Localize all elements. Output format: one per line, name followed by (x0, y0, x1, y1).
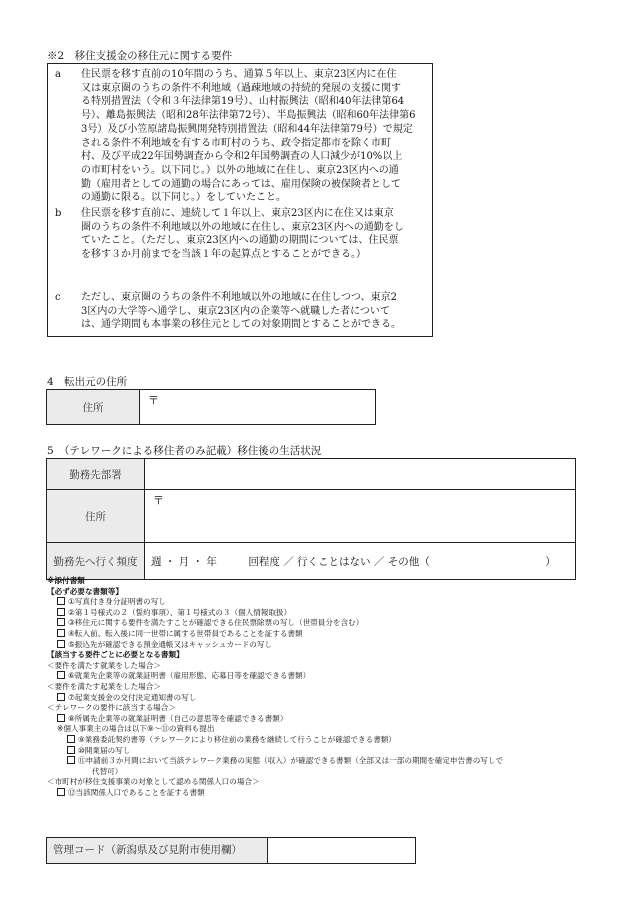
requirement-mark: b (55, 208, 62, 219)
attachment-text: ※個人事業主の場合は以下⑨～⑪の資料も提出 (57, 724, 215, 734)
attachments-title: ※添付書類 (47, 576, 85, 585)
attachment-heading (47, 682, 503, 693)
attachment-text: ＜要件を満たす就業をした場合＞ (47, 660, 161, 670)
requirement-line: 3号）及び小笠原諸島振興開発特別措置法（昭和44年法律第79号）で規定 (81, 123, 413, 135)
checkbox-icon[interactable] (67, 756, 75, 764)
attachment-text: 【該当する要件ごとに必要となる書類】 (47, 650, 184, 660)
requirement-line: は、通学期間も本事業の移住元としての対象期間とすることができる。 (81, 319, 401, 331)
employer-label: 勤務先部署 (47, 459, 145, 490)
attachment-heading (47, 724, 503, 735)
attachment-heading (47, 767, 503, 778)
attachment-heading (47, 587, 503, 598)
postal-mark: 〒 (153, 494, 164, 507)
requirement-line: ただし、東京圏のうちの条件不利地域以外の地域に在住しつつ、東京2 (81, 292, 397, 303)
checkbox-icon[interactable] (57, 597, 65, 605)
checkbox-icon[interactable] (57, 693, 65, 701)
requirement-text (81, 68, 437, 205)
management-code-box (46, 837, 416, 864)
requirement-line: 又は東京圏のうちの条件不利地域（過疎地域の持続的発展の支援に関す (81, 82, 401, 94)
checkbox-icon[interactable] (57, 671, 65, 679)
employer-field[interactable] (145, 459, 576, 490)
requirement-line: る特別措置法（令和３年法律第19号）、山村振興法（昭和40年法律第64 (81, 96, 405, 108)
attachment-text: ①写真付き身分証明書の写し (68, 597, 166, 607)
checkbox-icon[interactable] (67, 735, 75, 743)
attachment-text: ⑦起業支援金の交付決定通知書の写し (68, 692, 197, 702)
attachment-item (47, 597, 503, 608)
attachment-item (47, 788, 503, 799)
attachment-heading (47, 703, 503, 714)
requirement-mark: c (55, 292, 61, 303)
frequency-label: 勤務先へ行く頻度 (47, 543, 145, 580)
requirement-line: される条件不利地域を有する市町村のうち、政令指定都市を除く市町 (81, 137, 391, 149)
requirement-line: 村、及び平成22年国勢調査から令和2年国勢調査の人口減少が10%以上 (81, 151, 403, 163)
requirement-line: ていたこと。（ただし、東京23区内への通勤の期間については、住民票 (81, 235, 399, 247)
requirements-title: ※2 移住支援金の移住元に関する要件 (47, 50, 233, 62)
checkbox-icon[interactable] (57, 608, 65, 616)
frequency-field[interactable]: 週 ・ 月 ・ 年 回程度 ／ 行くことはない ／ その他（ ） (145, 543, 576, 580)
requirement-mark: a (55, 69, 61, 80)
checkbox-icon[interactable] (57, 629, 65, 637)
checkbox-icon[interactable] (57, 640, 65, 648)
attachment-text: ⑪申請前３か月間において当該テレワーク業務の実態（収入）が確認できる書類（全部又は一部の期間を確定申告書の写しで (78, 756, 504, 766)
attachment-text: 代替可） (92, 766, 123, 776)
origin-address-table (46, 389, 376, 425)
attachment-text: ⑨業務委託契約書等（テレワークにより移住前の業務を継続して行うことが確認できる書類） (78, 734, 396, 744)
attachment-item (47, 756, 503, 767)
checkbox-icon[interactable] (57, 788, 65, 796)
attachment-heading (47, 777, 503, 788)
requirement-line: の市町村をいう。以下同じ。）以外の地域に在住し、東京23区内への通 (81, 164, 399, 176)
attachment-text: ＜要件を満たす起業をした場合＞ (47, 681, 161, 691)
attachment-item (47, 608, 503, 619)
management-code-label: 管理コード（新潟県及び見附市使用欄） (47, 838, 268, 863)
attachment-text: ⑩開業届の写し (78, 745, 131, 755)
requirement-line: 住民票を移す直前の10年間のうち、通算５年以上、東京23区内に在住 (81, 69, 397, 80)
attachment-item (47, 693, 503, 704)
attachment-text: ⑧所属先企業等の就業証明書（自己の意思等を確認できる書類） (68, 713, 288, 723)
requirement-line: 勤（雇用者としての通勤の場合にあっては、雇用保険の被保険者として (81, 178, 401, 190)
management-code-field[interactable] (268, 838, 415, 863)
living-status-table (46, 458, 576, 580)
attachment-text: ③移住元に関する要件を満たすことが確認できる住民票除票の写し（世帯員分を含む） (68, 618, 364, 628)
attachment-heading (47, 661, 503, 672)
requirement-text (81, 291, 437, 332)
attachment-item (47, 735, 503, 746)
address-label: 住所 (47, 390, 140, 425)
requirement-text (81, 207, 437, 262)
attachment-text: ④転入前、転入後に同一世帯に属する世帯員であることを証する書類 (68, 628, 303, 638)
attachment-text: ②第１号様式の２（誓約事項）、第１号様式の３（個人情報取扱） (68, 607, 292, 617)
section5-title: 5 （テレワークによる移住者のみ記載）移住後の生活状況 (47, 445, 322, 457)
attachments (47, 576, 503, 798)
attachment-heading (47, 650, 503, 661)
postal-mark: 〒 (148, 394, 159, 407)
attachment-text: ＜市町村が移住支援事業の対象として認める関係人口の場合＞ (47, 777, 260, 787)
requirement-line: を移す３か月前までを当該１年の起算点とすることができる。） (81, 249, 366, 261)
checkbox-icon[interactable] (57, 714, 65, 722)
attachment-item (47, 640, 503, 651)
attachment-item (47, 714, 503, 725)
requirement-line: 号）、離島振興法（昭和28年法律第72号）、半島振興法（昭和60年法律第6 (81, 110, 416, 122)
requirement-line: 3区内の大学等へ通学し、東京23区内の企業等へ就職した者について (81, 305, 390, 317)
checkbox-icon[interactable] (57, 618, 65, 626)
new-address-field[interactable] (145, 490, 576, 543)
requirement-line: の通勤に限る。以下同じ。）をしていたこと。 (81, 192, 286, 204)
attachments-list (47, 587, 503, 799)
attachment-text: ＜テレワークの要件に該当する場合＞ (47, 703, 176, 713)
attachment-item (47, 629, 503, 640)
requirements-box (47, 63, 433, 337)
attachment-text: ⑫当該関係人口であることを証する書類 (68, 787, 205, 797)
requirement-line: 住民票を移す直前に、連続して１年以上、東京23区内に在住又は東京 (81, 208, 394, 219)
attachment-text: 【必ず必要な書類等】 (47, 586, 123, 596)
attachment-text: ⑤振込先が確認できる預金通帳又はキャッシュカードの写し (68, 639, 273, 649)
attachment-item (47, 746, 503, 757)
origin-address-field[interactable] (140, 390, 376, 425)
attachment-item (47, 618, 503, 629)
section4-title: 4 転出元の住所 (47, 376, 128, 388)
checkbox-icon[interactable] (67, 746, 75, 754)
address-label: 住所 (47, 490, 145, 543)
attachment-text: ⑥就業先企業等の就業証明書（雇用形態、応募日等を確認できる書類） (68, 671, 311, 681)
requirement-line: 圏のうちの条件不利地域以外の地域に在住し、東京23区内への通勤をし (81, 221, 404, 233)
attachment-item (47, 671, 503, 682)
